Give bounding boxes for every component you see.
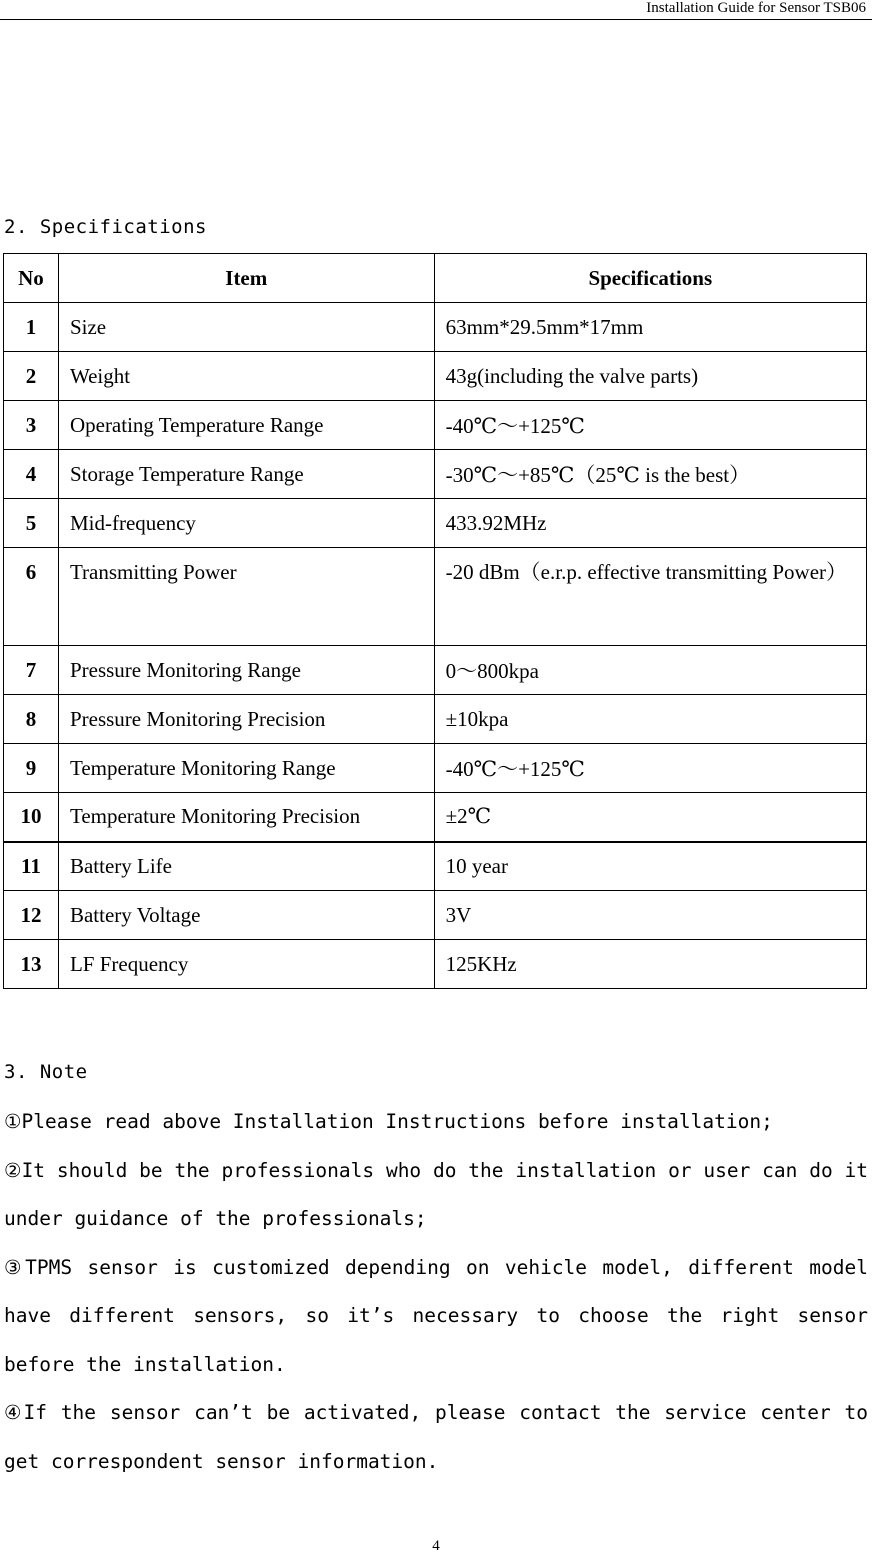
row-number: 12 xyxy=(4,891,59,940)
table-row xyxy=(4,548,867,646)
table-row xyxy=(4,744,867,793)
specifications-table xyxy=(3,253,867,989)
row-spec: -40℃～+125℃ xyxy=(434,744,866,793)
table-row xyxy=(4,499,867,548)
row-spec: -30℃～+85℃（25℃ is the best） xyxy=(434,450,866,499)
note-item: ④If the sensor can’t be activated, please contact the service center to get correspondent sensor information. xyxy=(4,1401,868,1473)
row-number: 7 xyxy=(4,646,59,695)
row-number: 2 xyxy=(4,352,59,401)
row-spec: 43g(including the valve parts) xyxy=(434,352,866,401)
row-number: 11 xyxy=(4,842,59,891)
row-item: Battery Voltage xyxy=(58,891,434,940)
row-number: 6 xyxy=(4,548,59,646)
row-spec: 3V xyxy=(434,891,866,940)
row-spec: ±2℃ xyxy=(434,793,866,842)
row-item: Mid-frequency xyxy=(58,499,434,548)
column-header-item: Item xyxy=(58,254,434,303)
table-row xyxy=(4,450,867,499)
row-item: Size xyxy=(58,303,434,352)
row-spec: 63mm*29.5mm*17mm xyxy=(434,303,866,352)
row-spec: 0～800kpa xyxy=(434,646,866,695)
row-number: 4 xyxy=(4,450,59,499)
table-row xyxy=(4,891,867,940)
table-row xyxy=(4,940,867,989)
note-item: ①Please read above Installation Instructions before installation; xyxy=(4,1110,773,1133)
row-spec: 10 year xyxy=(434,842,866,891)
note-heading: 3. Note xyxy=(4,1061,88,1083)
row-item: Operating Temperature Range xyxy=(58,401,434,450)
note-list xyxy=(4,1098,868,1486)
row-item: Pressure Monitoring Precision xyxy=(58,695,434,744)
table-row xyxy=(4,352,867,401)
row-number: 3 xyxy=(4,401,59,450)
table-row xyxy=(4,793,867,842)
column-header-specifications: Specifications xyxy=(434,254,866,303)
row-number: 13 xyxy=(4,940,59,989)
table-row xyxy=(4,646,867,695)
row-item: Transmitting Power xyxy=(58,548,434,646)
specifications-heading: 2. Specifications xyxy=(4,216,207,238)
row-spec: ±10kpa xyxy=(434,695,866,744)
row-number: 5 xyxy=(4,499,59,548)
row-number: 1 xyxy=(4,303,59,352)
header-title: Installation Guide for Sensor TSB06 xyxy=(646,0,866,16)
row-item: Storage Temperature Range xyxy=(58,450,434,499)
row-item: Pressure Monitoring Range xyxy=(58,646,434,695)
row-item: Temperature Monitoring Range xyxy=(58,744,434,793)
row-item: Temperature Monitoring Precision xyxy=(58,793,434,842)
table-row xyxy=(4,401,867,450)
table-row xyxy=(4,695,867,744)
row-spec: -20 dBm（e.r.p. effective transmitting Power） xyxy=(434,548,866,646)
table-header-row xyxy=(4,254,867,303)
row-number: 10 xyxy=(4,793,59,842)
row-spec: 125KHz xyxy=(434,940,866,989)
column-header-no: No xyxy=(4,254,59,303)
row-item: Weight xyxy=(58,352,434,401)
row-spec: -40℃～+125℃ xyxy=(434,401,866,450)
row-number: 9 xyxy=(4,744,59,793)
note-item: ②It should be the professionals who do the installation or user can do it under guidance of the professionals; xyxy=(4,1158,868,1230)
row-number: 8 xyxy=(4,695,59,744)
page-header xyxy=(0,0,872,20)
page-number: 4 xyxy=(432,1538,440,1554)
table-row xyxy=(4,842,867,891)
table-row xyxy=(4,303,867,352)
row-item: LF Frequency xyxy=(58,940,434,989)
note-item: ③TPMS sensor is customized depending on vehicle model, different model have different sensors, so it’s necessary to choose the right sensor before the installation. xyxy=(4,1255,868,1376)
row-spec: 433.92MHz xyxy=(434,499,866,548)
row-item: Battery Life xyxy=(58,842,434,891)
